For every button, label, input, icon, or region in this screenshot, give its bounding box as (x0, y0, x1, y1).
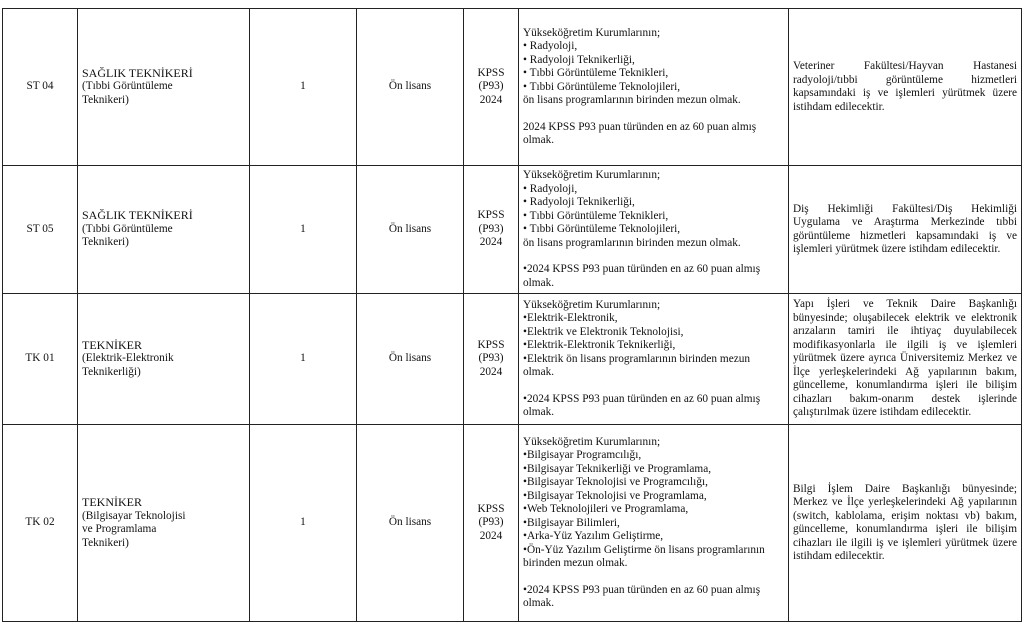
score-requirement-line: olmak. (523, 597, 555, 609)
requirement-line: olmak. (523, 366, 555, 378)
education-level: Ön lisans (388, 516, 432, 529)
position-count-cell (250, 294, 357, 425)
requirement-line: • Radyoloji, (523, 182, 578, 195)
requirements-cell (519, 294, 789, 425)
exam-type-line: (P93) (478, 80, 504, 93)
position-code: ST 04 (26, 80, 54, 93)
position-title: TEKNİKER (82, 337, 142, 352)
position-code-cell (3, 9, 78, 166)
position-title-cell (78, 166, 250, 294)
score-requirement-line: •2024 KPSS P93 puan türünden en az 60 puan almış (523, 263, 761, 275)
requirement-line: •Bilgisayar Teknikerliği ve Programlama, (523, 462, 712, 475)
job-description: Bilgi İşlem Daire Başkanlığı bünyesinde; Merkez ve İlçe yerleşkelerindeki Ağ yapılarının (switch, kablolama, erişim noktası vb) bakım, güncelleme, konumlandırma işleri ile bilişim cihazları ile ilgili iş ve işlemleri yürütmek üzere istihdam edilecektir. (793, 482, 1017, 562)
requirements-cell (519, 9, 789, 166)
position-code: TK 01 (25, 352, 55, 365)
requirement-line: birinden mezun olmak. (523, 557, 628, 569)
score-requirement-line: olmak. (523, 134, 555, 146)
requirement-line: • Radyoloji Teknikerliği, (523, 53, 635, 66)
position-subtitle-line: (Bilgisayar Teknolojisi (82, 509, 186, 522)
requirement-line: •Elektrik-Elektronik, (523, 312, 618, 324)
score-requirement-line: •2024 KPSS P93 puan türünden en az 60 puan almış (523, 583, 761, 596)
position-table (2, 8, 1022, 622)
requirement-line: •Bilgisayar Bilimleri, (523, 516, 620, 529)
table-row (3, 425, 1022, 622)
score-requirement-line: •2024 KPSS P93 puan türünden en az 60 puan almış (523, 392, 761, 405)
requirement-line: •Bilgisayar Teknolojisi ve Programcılığı, (523, 476, 708, 488)
exam-type-line: (P93) (478, 516, 504, 529)
requirement-gap (523, 250, 784, 263)
position-subtitle-line: Teknikeri) (82, 93, 129, 106)
position-subtitle-line: (Tıbbi Görüntüleme (82, 222, 173, 235)
exam-type-line: 2024 (479, 365, 503, 378)
score-requirement-line: olmak. (523, 406, 555, 418)
table-row (3, 166, 1022, 294)
position-table-body (3, 9, 1022, 622)
position-title-cell (78, 294, 250, 425)
position-count: 1 (300, 80, 306, 93)
exam-type-line: 2024 (479, 529, 503, 542)
requirement-line: Yükseköğretim Kurumlarının; (523, 435, 661, 448)
exam-type-line: 2024 (479, 93, 503, 106)
education-level: Ön lisans (388, 352, 432, 365)
requirement-line: • Tıbbi Görüntüleme Teknolojileri, (523, 80, 681, 93)
requirement-line: •Bilgisayar Teknolojisi ve Programlama, (523, 489, 707, 502)
position-count: 1 (300, 352, 306, 365)
position-code-cell (3, 425, 78, 622)
exam-type-line: (P93) (478, 222, 504, 235)
table-row (3, 9, 1022, 166)
requirement-gap (523, 108, 784, 121)
job-description: Veteriner Fakültesi/Hayvan Hastanesi radyoloji/tıbbi görüntüleme hizmetleri kapsamındaki iş ve işlemleri yürütmek üzere istihdam edilecektir. (793, 60, 1017, 113)
requirement-line: •Bilgisayar Programcılığı, (523, 449, 642, 461)
job-description-cell (789, 166, 1022, 294)
position-title-cell (78, 425, 250, 622)
requirement-line: Yükseköğretim Kurumlarının; (523, 169, 661, 181)
education-level-cell (357, 9, 464, 166)
score-requirement-line: 2024 KPSS P93 puan türünden en az 60 puan almış (523, 120, 757, 133)
requirement-line: • Tıbbi Görüntüleme Teknolojileri, (523, 223, 681, 235)
exam-type-line: KPSS (477, 209, 505, 222)
requirement-line: •Elektrik-Elektronik Teknikerliği, (523, 339, 676, 351)
requirement-line: • Radyoloji Teknikerliği, (523, 196, 635, 208)
position-title: TEKNİKER (82, 495, 142, 509)
position-subtitle-line: Teknikeri) (82, 536, 129, 549)
requirement-line: •Arka-Yüz Yazılım Geliştirme, (523, 530, 664, 542)
position-code-cell (3, 166, 78, 294)
requirement-line: Yükseköğretim Kurumlarının; (523, 26, 661, 39)
position-count: 1 (300, 516, 306, 529)
position-code-cell (3, 294, 78, 425)
exam-type-cell (464, 9, 519, 166)
requirements-cell (519, 425, 789, 622)
position-count-cell (250, 166, 357, 294)
position-count-cell (250, 9, 357, 166)
exam-type-line: 2024 (479, 236, 503, 249)
position-subtitle-line: (Elektrik-Elektronik (82, 352, 174, 365)
position-subtitle-line: ve Programlama (82, 523, 157, 535)
requirement-line: •Ön-Yüz Yazılım Geliştirme ön lisans programlarının (523, 543, 765, 556)
position-subtitle-line: Teknikerliği) (82, 365, 141, 378)
exam-type-cell (464, 166, 519, 294)
exam-type-cell (464, 294, 519, 425)
position-count-cell (250, 425, 357, 622)
education-level-cell (357, 166, 464, 294)
job-description-cell (789, 9, 1022, 166)
job-description: Diş Hekimliği Fakültesi/Diş Hekimliği Uygulama ve Araştırma Merkezinde tıbbi görüntüleme hizmetleri kapsamındaki iş ve işlemleri yürütmek üzere istihdam edilecektir. (793, 202, 1017, 255)
education-level: Ön lisans (388, 222, 432, 235)
education-level-cell (357, 425, 464, 622)
position-title-cell (78, 9, 250, 166)
exam-type-line: (P93) (478, 352, 504, 365)
requirement-gap (523, 380, 784, 393)
position-code: TK 02 (25, 516, 55, 529)
exam-type-line: KPSS (477, 502, 505, 515)
position-code: ST 05 (26, 222, 54, 235)
exam-type-line: KPSS (477, 338, 505, 351)
requirement-line: ön lisans programlarının birinden mezun olmak. (523, 94, 741, 106)
education-level: Ön lisans (388, 80, 432, 93)
score-requirement-line: olmak. (523, 276, 555, 289)
requirement-gap (523, 571, 784, 584)
position-title: SAĞLIK TEKNİKERİ (82, 208, 193, 223)
exam-type-cell (464, 425, 519, 622)
position-title: SAĞLIK TEKNİKERİ (82, 65, 193, 80)
requirement-line: • Radyoloji, (523, 40, 578, 52)
requirement-line: ön lisans programlarının birinden mezun olmak. (523, 236, 741, 249)
job-description-cell (789, 294, 1022, 425)
requirements-cell (519, 166, 789, 294)
requirement-line: •Elektrik ve Elektronik Teknolojisi, (523, 325, 684, 338)
position-subtitle-line: Teknikeri) (82, 236, 129, 249)
exam-type-line: KPSS (477, 66, 505, 79)
requirement-line: • Tıbbi Görüntüleme Teknikleri, (523, 67, 669, 79)
requirement-line: •Elektrik ön lisans programlarının birinden mezun (523, 352, 751, 365)
requirement-line: Yükseköğretim Kurumlarının; (523, 298, 661, 311)
requirement-line: •Web Teknolojileri ve Programlama, (523, 503, 689, 515)
position-count: 1 (300, 222, 306, 235)
job-description: Yapı İşleri ve Teknik Daire Başkanlığı bünyesinde; oluşabilecek elektrik ve elektronik arızaların tamiri ile ihtiyaç duyulabilecek modifikasyonlarla ile ilgili iş ve işlemleri yürütmek üzere ayrıca Üniversitemiz Merkez ve İlçe yerleşkelerindeki Ağ yapılarının bakım, güncelleme, konumlandırma işleri ile bilişim cihazları bakım-onarım destek işlerinde çalıştırılmak üzere istihdam edilecektir. (793, 298, 1017, 419)
requirement-line: • Tıbbi Görüntüleme Teknikleri, (523, 209, 669, 222)
job-description-cell (789, 425, 1022, 622)
table-row (3, 294, 1022, 425)
education-level-cell (357, 294, 464, 425)
position-subtitle-line: (Tıbbi Görüntüleme (82, 80, 173, 93)
